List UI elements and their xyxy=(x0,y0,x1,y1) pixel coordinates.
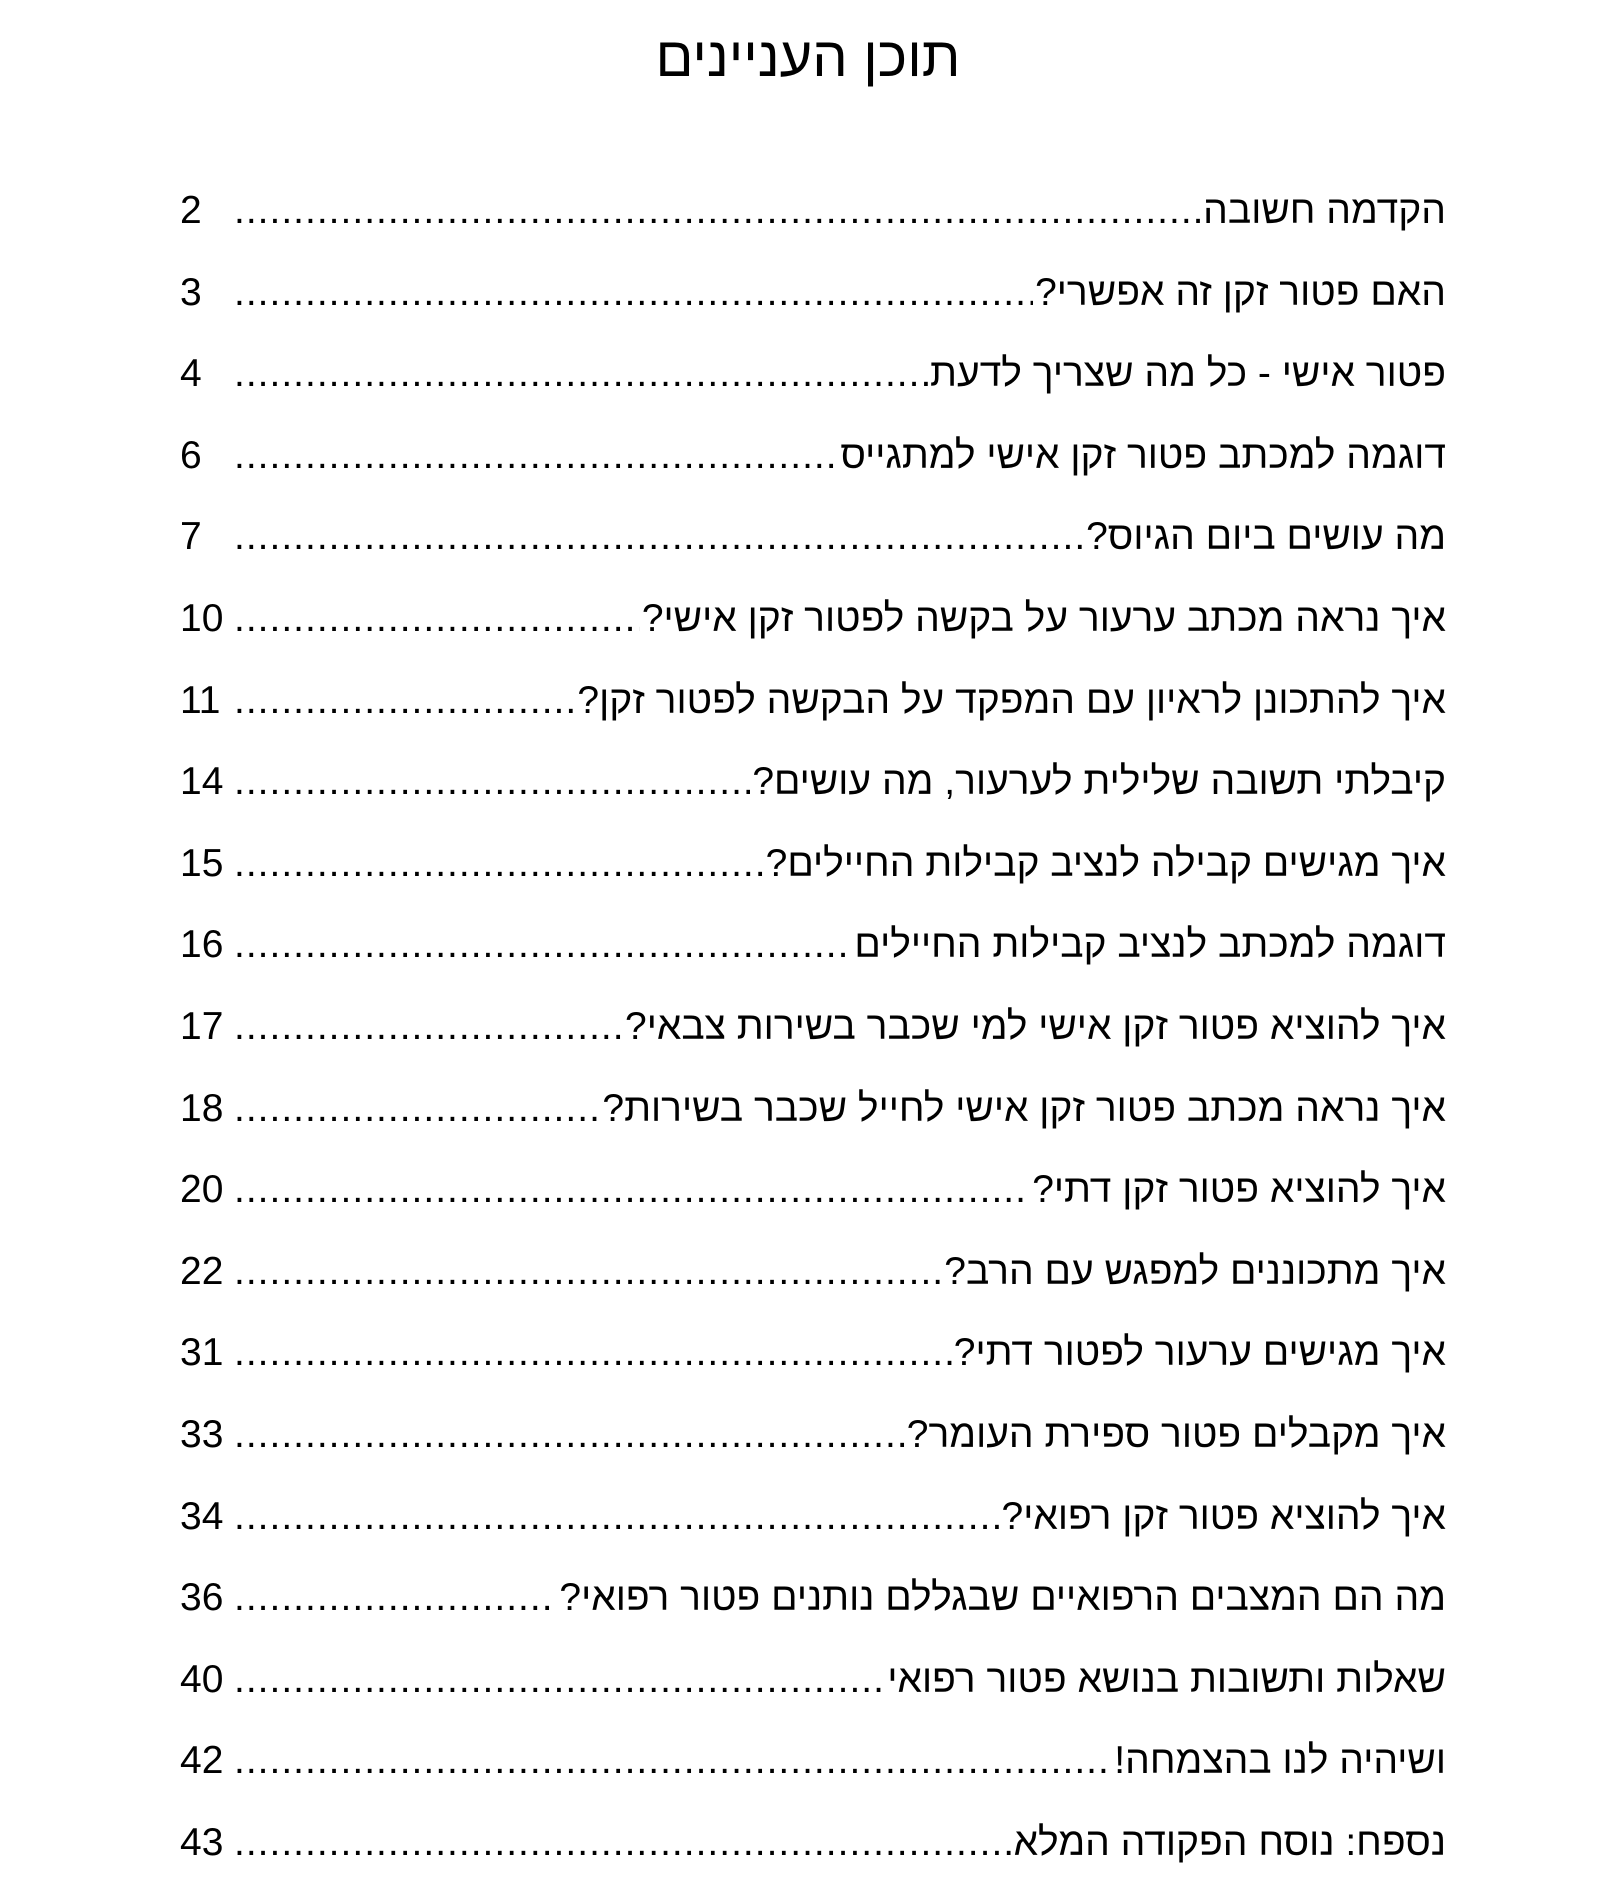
toc-page-number: 18 xyxy=(180,1086,224,1130)
toc-entry[interactable] xyxy=(180,914,1446,996)
toc-entry[interactable] xyxy=(180,180,1446,262)
toc-entry[interactable] xyxy=(180,262,1446,344)
toc-entry-title: האם פטור זקן זה אפשרי? xyxy=(1035,270,1446,314)
toc-dot-leader xyxy=(234,670,575,732)
toc-entry-title: מה עושים ביום הגיוס? xyxy=(1086,515,1446,559)
toc-dot-leader xyxy=(234,833,764,895)
toc-dot-leader xyxy=(234,751,750,813)
toc-entry[interactable] xyxy=(180,670,1446,752)
toc-dot-leader xyxy=(234,1322,952,1384)
toc-dot-leader xyxy=(234,425,838,487)
toc-page-number: 31 xyxy=(180,1331,224,1375)
toc-page-number: 40 xyxy=(180,1657,224,1701)
toc-page-number: 2 xyxy=(180,189,202,232)
toc-page-number: 22 xyxy=(180,1249,224,1293)
toc-list xyxy=(180,180,1446,1893)
toc-page-number: 6 xyxy=(180,433,202,477)
toc-dot-leader xyxy=(234,1730,1112,1792)
toc-dot-leader xyxy=(234,1486,1000,1548)
toc-entry[interactable] xyxy=(180,996,1446,1078)
toc-entry-title: הקדמה חשובה xyxy=(1203,189,1446,232)
toc-dot-leader xyxy=(234,262,1033,324)
toc-entry[interactable] xyxy=(180,1486,1446,1568)
toc-dot-leader xyxy=(234,588,640,650)
toc-entry[interactable] xyxy=(180,1567,1446,1649)
toc-dot-leader xyxy=(234,1812,1012,1874)
toc-dot-leader xyxy=(234,1078,600,1140)
toc-entry[interactable] xyxy=(180,1404,1446,1486)
toc-entry-title: דוגמה למכתב פטור זקן אישי למתגייס xyxy=(840,433,1446,477)
toc-dot-leader xyxy=(234,1404,905,1466)
toc-page-number: 42 xyxy=(180,1739,224,1783)
toc-entry-title: איך להתכונן לראיון עם המפקד על הבקשה לפטור זקן? xyxy=(577,678,1446,722)
toc-entry[interactable] xyxy=(180,1649,1446,1731)
toc-page-number: 14 xyxy=(180,760,224,804)
toc-entry[interactable] xyxy=(180,1812,1446,1893)
toc-page-number: 10 xyxy=(180,596,224,640)
toc-entry[interactable] xyxy=(180,343,1446,425)
toc-page-number: 36 xyxy=(180,1576,224,1620)
toc-entry-title: דוגמה למכתב לנציב קבילות החיילים xyxy=(854,923,1446,967)
toc-page-number: 20 xyxy=(180,1168,224,1212)
toc-entry-title: קיבלתי תשובה שלילית לערעור, מה עושים? xyxy=(752,760,1446,804)
toc-page-number: 7 xyxy=(180,515,202,559)
toc-entry-title: איך מתכוננים למפגש עם הרב? xyxy=(944,1249,1446,1293)
toc-entry[interactable] xyxy=(180,1241,1446,1323)
toc-dot-leader xyxy=(234,1567,557,1629)
toc-entry-title: פטור אישי - כל מה שצריך לדעת xyxy=(930,352,1446,396)
toc-entry-title: איך מקבלים פטור ספירת העומר? xyxy=(906,1412,1446,1456)
toc-dot-leader xyxy=(234,180,1201,242)
toc-entry[interactable] xyxy=(180,1078,1446,1160)
toc-page-number: 33 xyxy=(180,1412,224,1456)
toc-title: תוכן העניינים xyxy=(655,25,961,88)
toc-entry[interactable] xyxy=(180,1730,1446,1812)
toc-entry[interactable] xyxy=(180,1322,1446,1404)
toc-dot-leader xyxy=(234,343,928,405)
toc-page-number: 15 xyxy=(180,841,224,885)
toc-page-number: 4 xyxy=(180,352,202,396)
toc-dot-leader xyxy=(234,506,1084,568)
toc-entry-title: נספח: נוסח הפקודה המלא xyxy=(1013,1820,1446,1864)
toc-page-number: 43 xyxy=(180,1820,224,1864)
toc-page-number: 16 xyxy=(180,923,224,967)
toc-entry[interactable] xyxy=(180,1159,1446,1241)
toc-page-number: 3 xyxy=(180,270,202,314)
toc-page-number: 17 xyxy=(180,1004,224,1048)
toc-dot-leader xyxy=(234,996,623,1058)
toc-entry[interactable] xyxy=(180,425,1446,507)
toc-entry[interactable] xyxy=(180,506,1446,588)
toc-entry-title: שאלות ותשובות בנושא פטור רפואי xyxy=(887,1657,1446,1701)
toc-dot-leader xyxy=(234,1241,942,1303)
toc-entry-title: איך מגישים ערעור לפטור דתי? xyxy=(953,1331,1446,1375)
toc-entry[interactable] xyxy=(180,833,1446,915)
toc-entry-title: מה הם המצבים הרפואיים שבגללם נותנים פטור רפואי? xyxy=(559,1576,1446,1620)
toc-entry-title: איך נראה מכתב פטור זקן אישי לחייל שכבר בשירות? xyxy=(602,1086,1446,1130)
toc-entry-title: איך להוציא פטור זקן אישי למי שכבר בשירות צבאי? xyxy=(625,1004,1446,1048)
toc-entry-title: ושיהיה לנו בהצמחה! xyxy=(1114,1739,1446,1783)
toc-dot-leader xyxy=(234,914,852,976)
toc-dot-leader xyxy=(234,1159,1030,1221)
toc-entry-title: איך נראה מכתב ערעור על בקשה לפטור זקן אישי? xyxy=(641,596,1446,640)
toc-entry[interactable] xyxy=(180,588,1446,670)
toc-entry[interactable] xyxy=(180,751,1446,833)
toc-entry-title: איך להוציא פטור זקן רפואי? xyxy=(1001,1494,1446,1538)
toc-page-number: 34 xyxy=(180,1494,224,1538)
toc-page-number: 11 xyxy=(180,678,221,722)
toc-entry-title: איך להוציא פטור זקן דתי? xyxy=(1032,1168,1446,1212)
toc-entry-title: איך מגישים קבילה לנציב קבילות החיילים? xyxy=(765,841,1446,885)
toc-dot-leader xyxy=(234,1649,885,1711)
